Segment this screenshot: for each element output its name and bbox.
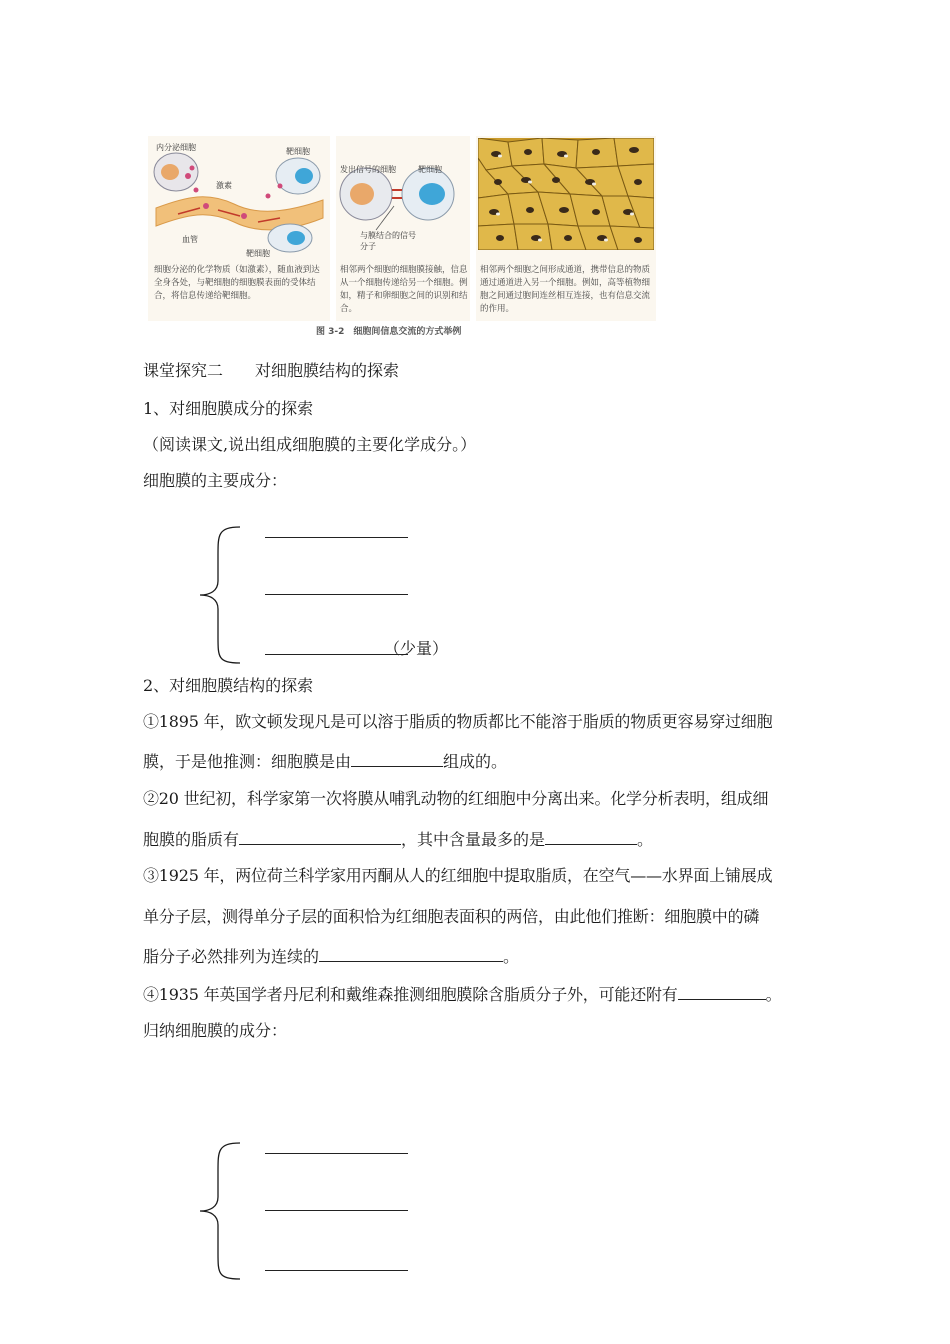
item4-text-pre: ④1935 年英国学者丹尼利和戴维森推测细胞膜除含脂质分子外，可能还附有 <box>143 985 678 1004</box>
item1-text-pre: 膜，于是他推测：细胞膜是由 <box>143 752 352 771</box>
item2-text-post: 。 <box>637 830 654 849</box>
item2-line-b <box>143 827 653 850</box>
caption-panel-3: 相邻两个细胞之间形成通道，携带信息的物质通过通道进入另一个细胞。例如，高等植物细胞之间通过胞间连丝相互连接，也有信息交流的作用。 <box>480 265 651 314</box>
figure-caption: 图 3-2 细胞间信息交流的方式举例 <box>316 327 462 337</box>
figure-panel-endocrine <box>148 136 330 321</box>
minor-component-note: （少量） <box>384 639 449 658</box>
item1-line-a: ①1895 年，欧文顿发现凡是可以溶于脂质的物质都比不能溶于脂质的物质更容易穿过细胞 <box>143 712 773 731</box>
part2-heading: 2、对细胞膜结构的探索 <box>143 676 314 695</box>
label-blood-vessel: 血管 <box>182 235 198 244</box>
summary-prompt: 归纳细胞膜的成分： <box>143 1021 288 1040</box>
section-title: 课堂探究二 对细胞膜结构的探索 <box>143 361 400 380</box>
item2-text-mid: ，其中含量最多的是 <box>401 830 546 849</box>
answer-blank[interactable] <box>351 750 443 767</box>
answer-blank[interactable] <box>239 828 401 845</box>
brace-icon <box>196 1141 244 1281</box>
item2-text-pre: 胞膜的脂质有 <box>143 830 240 849</box>
item2-line-a: ②20 世纪初，科学家第一次将膜从哺乳动物的红细胞中分离出来。化学分析表明，组成细 <box>143 789 769 808</box>
answer-blank[interactable] <box>319 945 503 962</box>
label-hormone: 激素 <box>216 181 232 190</box>
caption-panel-1: 细胞分泌的化学物质（如激素），随血液到达全身各处，与靶细胞的细胞膜表面的受体结合，将信息传递给靶细胞。 <box>154 265 320 301</box>
figure-panel-contact <box>336 136 470 321</box>
plasmodesmata-micrograph <box>478 138 654 250</box>
label-target-cell-top: 靶细胞 <box>286 147 310 156</box>
label-secreting-cell: 内分泌细胞 <box>156 143 196 152</box>
label-target-cell: 靶细胞 <box>418 165 442 174</box>
answer-line[interactable] <box>265 537 408 538</box>
answer-line[interactable] <box>265 1153 408 1154</box>
answer-blank[interactable] <box>545 828 637 845</box>
item3-text-pre: 脂分子必然排列为连续的 <box>143 947 320 966</box>
brace-icon <box>196 525 244 665</box>
answer-line[interactable] <box>265 1210 408 1211</box>
item3-line-c <box>143 944 519 967</box>
figure <box>140 132 660 342</box>
part1-instruction: （阅读课文,说出组成细胞膜的主要化学成分。） <box>143 435 477 454</box>
item1-line-b <box>143 749 507 772</box>
label-sender-cell: 发出信号的细胞 <box>340 165 396 174</box>
item1-text-post: 组成的。 <box>443 752 508 771</box>
answer-line[interactable] <box>265 594 408 595</box>
item3-text-post: 。 <box>503 947 520 966</box>
item4-line <box>143 982 781 1005</box>
answer-blank[interactable] <box>678 983 766 1000</box>
label-signal-molecule: 与膜结合的信号分子 <box>360 231 416 251</box>
answer-line[interactable] <box>265 1270 408 1271</box>
part1-heading: 1、对细胞膜成分的探索 <box>143 399 314 418</box>
label-target-cell-bottom: 靶细胞 <box>246 249 270 258</box>
item4-text-post: 。 <box>765 985 782 1004</box>
caption-panel-2: 相邻两个细胞的细胞膜接触，信息从一个细胞传递给另一个细胞。例如，精子和卵细胞之间的识别和结合。 <box>340 265 468 314</box>
part1-prompt: 细胞膜的主要成分： <box>143 471 288 490</box>
item3-line-b: 单分子层，测得单分子层的面积恰为红细胞表面积的两倍，由此他们推断：细胞膜中的磷 <box>143 907 760 926</box>
figure-panel-channel <box>476 136 656 321</box>
item3-line-a: ③1925 年，两位荷兰科学家用丙酮从人的红细胞中提取脂质，在空气——水界面上铺展成 <box>143 866 773 885</box>
